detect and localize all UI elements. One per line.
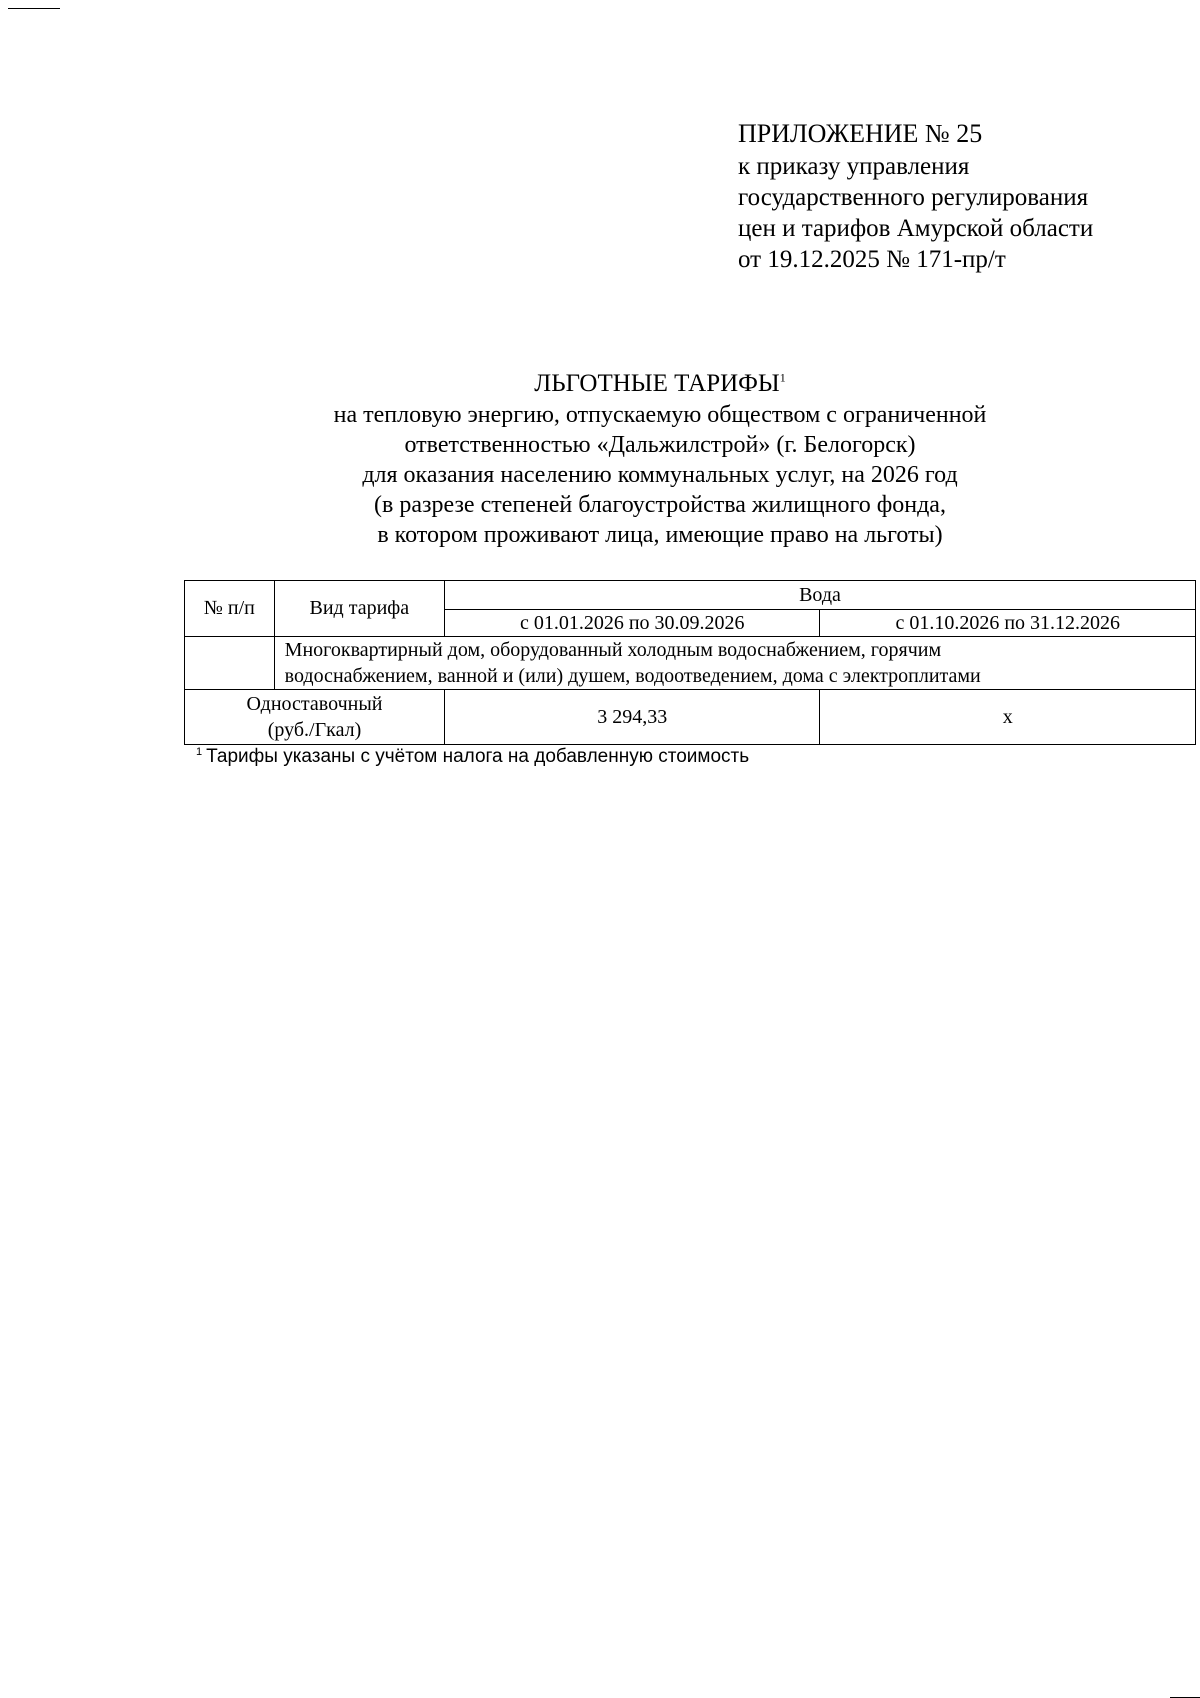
document-title-text: ЛЬГОТНЫЕ ТАРИФЫ bbox=[534, 370, 780, 397]
footnote-reference: 1 bbox=[779, 370, 786, 385]
heading-line: (в разрезе степеней благоустройства жилищного фонда, bbox=[374, 492, 946, 518]
header-period-2: с 01.10.2026 по 31.12.2026 bbox=[820, 610, 1196, 637]
footnote-text: Тарифы указаны с учётом налога на добавленную стоимость bbox=[206, 746, 750, 767]
heading-line: ответственностью «Дальжилстрой» (г. Белогорск) bbox=[404, 432, 916, 458]
tariff-type-name: Одноставочный bbox=[246, 693, 383, 715]
heading-line: для оказания населению коммунальных услуг, на 2026 год bbox=[362, 462, 958, 488]
attachment-block bbox=[738, 118, 1093, 275]
section-description-line: Многоквартирный дом, оборудованный холодным водоснабжением, горячим bbox=[284, 639, 942, 661]
header-group: Вода bbox=[445, 581, 1196, 610]
tariff-type-cell bbox=[185, 690, 445, 745]
section-num bbox=[185, 637, 275, 690]
attachment-line: от 19.12.2025 № 171-пр/т bbox=[738, 246, 1006, 273]
heading-line: в котором проживают лица, имеющие право на льготы) bbox=[377, 522, 943, 548]
attachment-title: ПРИЛОЖЕНИЕ № 25 bbox=[738, 119, 983, 148]
attachment-line: к приказу управления bbox=[738, 153, 970, 180]
table-row bbox=[185, 690, 1196, 745]
tariff-value-period-1: 3 294,33 bbox=[445, 690, 820, 745]
footnote bbox=[196, 746, 749, 768]
tariff-table bbox=[184, 580, 1196, 745]
heading-line: на тепловую энергию, отпускаемую обществом с ограниченной bbox=[333, 402, 987, 428]
header-type: Вид тарифа bbox=[274, 581, 444, 637]
tariff-type-unit: (руб./Гкал) bbox=[267, 719, 362, 741]
tariff-value-period-2: x bbox=[820, 690, 1196, 745]
table-header-row bbox=[185, 581, 1196, 610]
section-description bbox=[274, 637, 1195, 690]
document-title bbox=[160, 368, 1160, 400]
attachment-line: государственного регулирования bbox=[738, 184, 1089, 211]
footnote-mark: 1 bbox=[196, 745, 203, 758]
header-period-1: с 01.01.2026 по 30.09.2026 bbox=[445, 610, 820, 637]
header-num: № п/п bbox=[185, 581, 275, 637]
table-section-row bbox=[185, 637, 1196, 690]
attachment-line: цен и тарифов Амурской области bbox=[738, 215, 1094, 242]
section-description-line: водоснабжением, ванной и (или) душем, водоотведением, дома с электроплитами bbox=[284, 665, 981, 687]
document-heading bbox=[160, 368, 1160, 550]
scan-corner-mark bbox=[8, 8, 60, 9]
